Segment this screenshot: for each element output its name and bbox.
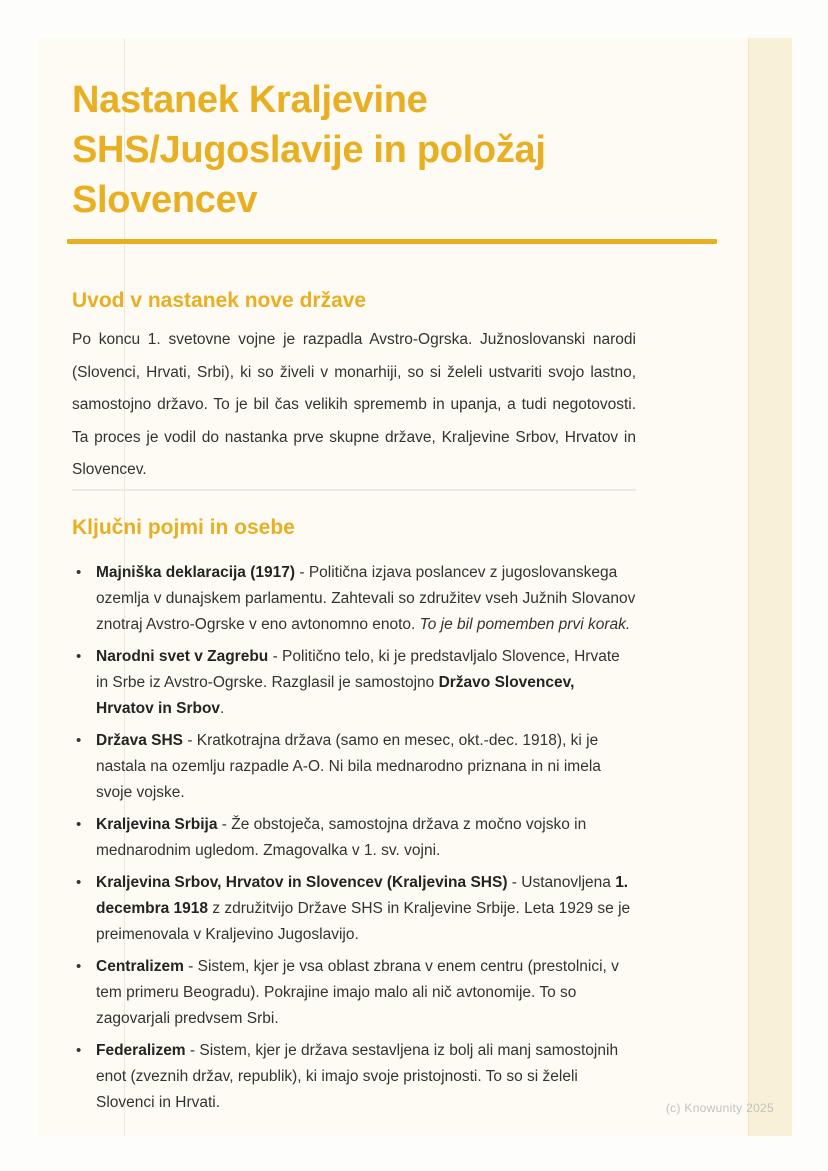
term-text: - Sistem, kjer je država sestavljena iz bolj ali manj samostojnih enot (zveznih držav, republik), ki imajo svoje pristojnosti. To so si želeli Slovenci in Hrvati.	[96, 1041, 619, 1111]
page-edge-strip	[748, 38, 792, 1136]
term-bold: Kraljevina Srbija	[96, 815, 218, 833]
key-terms-list	[72, 560, 636, 1116]
term-bold: 1. decembra 1918	[96, 873, 629, 917]
term-bold: Centralizem	[96, 957, 184, 975]
list-item	[72, 728, 636, 806]
term-text: - Sistem, kjer je vsa oblast zbrana v enem centru (prestolnici, v tem primeru Beogradu). Pokrajine imajo malo ali nič avtonomije. To so zagovarjali predvsem Srbi.	[96, 957, 619, 1027]
document-page	[38, 38, 792, 1136]
term-text: - Politično telo, ki je predstavljalo Slovence, Hrvate in Srbe iz Avstro-Ogrske. Razglasil je samostojno	[96, 647, 620, 691]
term-text: - Politična izjava poslancev z jugoslovanskega ozemlja v dunajskem parlamentu. Zahtevali so združitev vseh Južnih Slovanov znotraj Avstro-Ogrske v eno avtonomno enoto.	[96, 563, 636, 633]
list-item	[72, 812, 636, 864]
section-heading-kljucni-pojmi: Ključni pojmi in osebe	[72, 515, 295, 539]
list-item	[72, 1038, 636, 1116]
term-bold: Država SHS	[96, 731, 184, 749]
page-title	[72, 75, 636, 225]
term-text: - Kratkotrajna država (samo en mesec, okt.-dec. 1918), ki je nastala na ozemlju razpadle A-O. Ni bila mednarodno priznana in ni imela svoje vojske.	[96, 731, 601, 801]
section-divider	[72, 489, 636, 491]
page-title-line: SHS/Jugoslavije in položaj	[72, 129, 546, 171]
page-title-line: Nastanek Kraljevine	[72, 79, 428, 121]
section-heading-uvod: Uvod v nastanek nove države	[72, 289, 367, 312]
term-bold: Federalizem	[96, 1041, 186, 1059]
term-text: - Ustanovljena	[507, 873, 616, 891]
list-item	[72, 870, 636, 948]
term-bold: Majniška deklaracija (1917)	[96, 563, 296, 581]
term-bold: Narodni svet v Zagrebu	[96, 647, 269, 665]
term-bold: Kraljevina Srbov, Hrvatov in Slovencev (Kraljevina SHS)	[96, 873, 508, 891]
note-italic: To je bil pomemben prvi korak.	[419, 615, 631, 633]
page-title-line: Slovencev	[72, 179, 258, 221]
list-item	[72, 560, 636, 638]
list-item	[72, 954, 636, 1032]
copyright-notice: (c) Knowunity 2025	[665, 1101, 774, 1115]
title-divider	[67, 239, 717, 244]
page-content	[72, 75, 636, 1122]
term-text: - Že obstoječa, samostojna država z močno vojsko in mednarodnim ugledom. Zmagovalka v 1. sv. vojni.	[96, 815, 587, 859]
term-text: .	[220, 699, 225, 717]
term-text: z združitvijo Države SHS in Kraljevine Srbije. Leta 1929 se je preimenovala v Kraljevino Jugoslavijo.	[96, 899, 631, 943]
intro-paragraph: Po koncu 1. svetovne vojne je razpadla Avstro-Ogrska. Južnoslovanski narodi (Slovenci, Hrvati, Srbi), ki so živeli v monarhiji, so si želeli ustvariti svojo lastno, samostojno državo. To je bil čas velikih sprememb in upanja, a tudi negotovosti. Ta proces je vodil do nastanka prve skupne države, Kraljevine Srbov, Hrvatov in Slovencev.	[72, 331, 636, 478]
term-bold: Državo Slovencev, Hrvatov in Srbov	[96, 673, 575, 717]
list-item	[72, 644, 636, 722]
